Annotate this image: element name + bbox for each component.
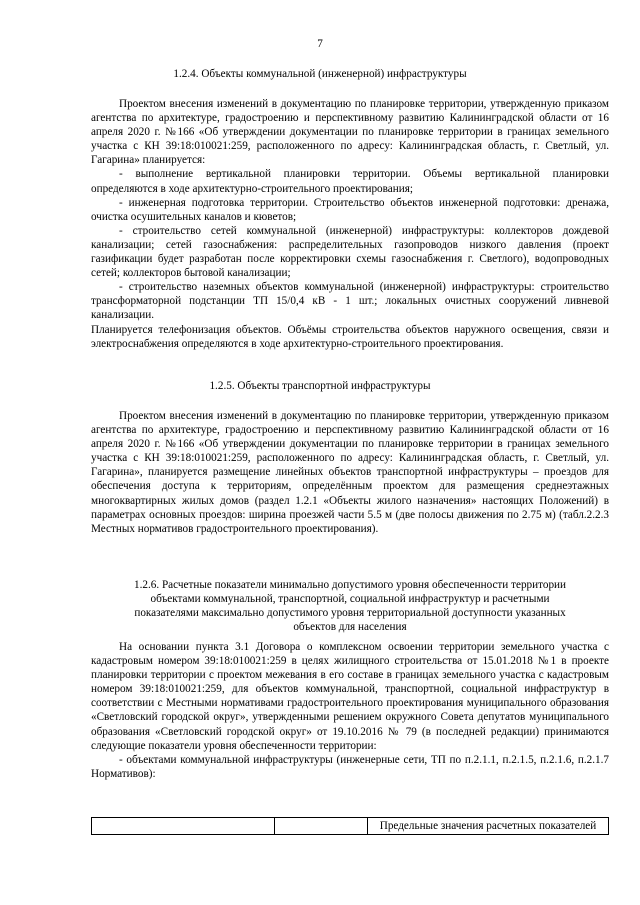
section-126-title-line-4: объектов для населения: [293, 621, 407, 634]
table-header-cell-empty-2: [275, 818, 368, 835]
section-126-paragraph: На основании пункта 3.1 Договора о комплексном освоении территории земельного участка с кадастровым номером 39:18:010021:259 в целях жилищного строительства от 15.01.2018 №1 в проекте планировки территории с проектом межевания в его составе в границах земельного участка с кадастровым номером 39:18:010021:259, для объектов коммунальной, транспортной, социальной инфраструктур в соответствии с Местными нормативами градостроительного проектирования муниципального образования «Светловский городской округ», утвержденными решением окружного Совета депутатов муниципального образования «Светловский городской округ» от 19.10.2016 № 79 (в последней редакции) принимаются следующие показатели уровня обеспеченности территории:: [91, 641, 609, 752]
section-126-title-line-2: объектами коммунальной, транспортной, социальной инфраструктур и расчетными: [150, 593, 550, 606]
section-124-item-4: - строительство наземных объектов коммунальной (инженерной) инфраструктуры: строительство трансформаторной подстанции ТП 15/0,4 кВ - 1 шт.; локальных очистных сооружений ливневой канализации.: [91, 281, 609, 322]
section-126-body: [91, 640, 609, 781]
section-124-closing: Планируется телефонизация объектов. Объёмы строительства объектов наружного освещения, связи и электроснабжения определяются в ходе архитектурно-строительного проектирования.: [91, 323, 609, 350]
section-124-title: 1.2.4. Объекты коммунальной (инженерной) инфраструктуры: [173, 68, 467, 80]
section-126-title-line-3: показателями максимально допустимого уровня территориальной доступности указанных: [134, 607, 566, 620]
section-124-item-2: - инженерная подготовка территории. Строительство объектов инженерной подготовки: дренажа, очистка осушительных каналов и кюветов;: [91, 196, 609, 223]
section-125-title: 1.2.5. Объекты транспортной инфраструктуры: [209, 380, 431, 392]
section-124-body: [91, 97, 609, 351]
section-124-item-1: - выполнение вертикальной планировки территории. Объемы вертикальной планировки определяются в ходе архитектурно-строительного проектирования;: [91, 168, 609, 195]
section-126-list-item: - объектами коммунальной инфраструктуры (инженерные сети, ТП по п.2.1.1, п.2.1.5, п.2.1.6, п.2.1.7 Нормативов):: [91, 753, 609, 780]
table-header-row: [92, 818, 609, 835]
page-number: 7: [317, 38, 323, 50]
section-125-body: [91, 409, 609, 536]
section-124-item-3: - строительство сетей коммунальной (инженерной) инфраструктуры: коллекторов дождевой канализации; сетей газоснабжения: распределительных газопроводов низкого давления (проект газификации будет разработан после корректировки схемы газоснабжения г. Светлого), водопроводных сетей; коллекторов бытовой канализации;: [91, 224, 609, 280]
section-125-paragraph: Проектом внесения изменений в документацию по планировке территории, утвержденную приказом агентства по архитектуре, градостроению и перспективному развитию Калининградской области от 16 апреля 2020 г. №166 «Об утверждении документации по планировке территории в границах земельного участка с КН 39:18:010021:259, расположенного по адресу: Калининградская область, г. Светлый, ул. Гагарина», планируется размещение линейных объектов транспортной инфраструктуры – проездов для обеспечения доступа к территориям, определённым проектом для размещения среднеэтажных многоквартирных жилых домов (раздел 1.2.1 «Объекты жилого назначения» настоящих Положений) в параметрах основных проездов: ширина проезжей части 5.5 м (две полосы движения по 2.75 м) (табл.2.2.3 Местных нормативов градостроительного проектирования).: [91, 410, 609, 535]
table-header-cell-empty-1: [92, 818, 275, 835]
section-126-title: [100, 578, 600, 634]
limits-table: [91, 817, 609, 835]
section-124-intro: Проектом внесения изменений в документацию по планировке территории, утвержденную приказом агентства по архитектуре, градостроению и перспективному развитию Калининградской области от 16 апреля 2020 г. №166 «Об утверждении документации по планировке территории в границах земельного участка с КН 39:18:010021:259, расположенного по адресу: Калининградская область, г. Светлый, ул. Гагарина» планируется:: [91, 98, 609, 167]
section-126-title-line-1: 1.2.6. Расчетные показатели минимально допустимого уровня обеспеченности территории: [133, 579, 567, 591]
table-header-cell-limits: Предельные значения расчетных показателей: [368, 818, 609, 835]
